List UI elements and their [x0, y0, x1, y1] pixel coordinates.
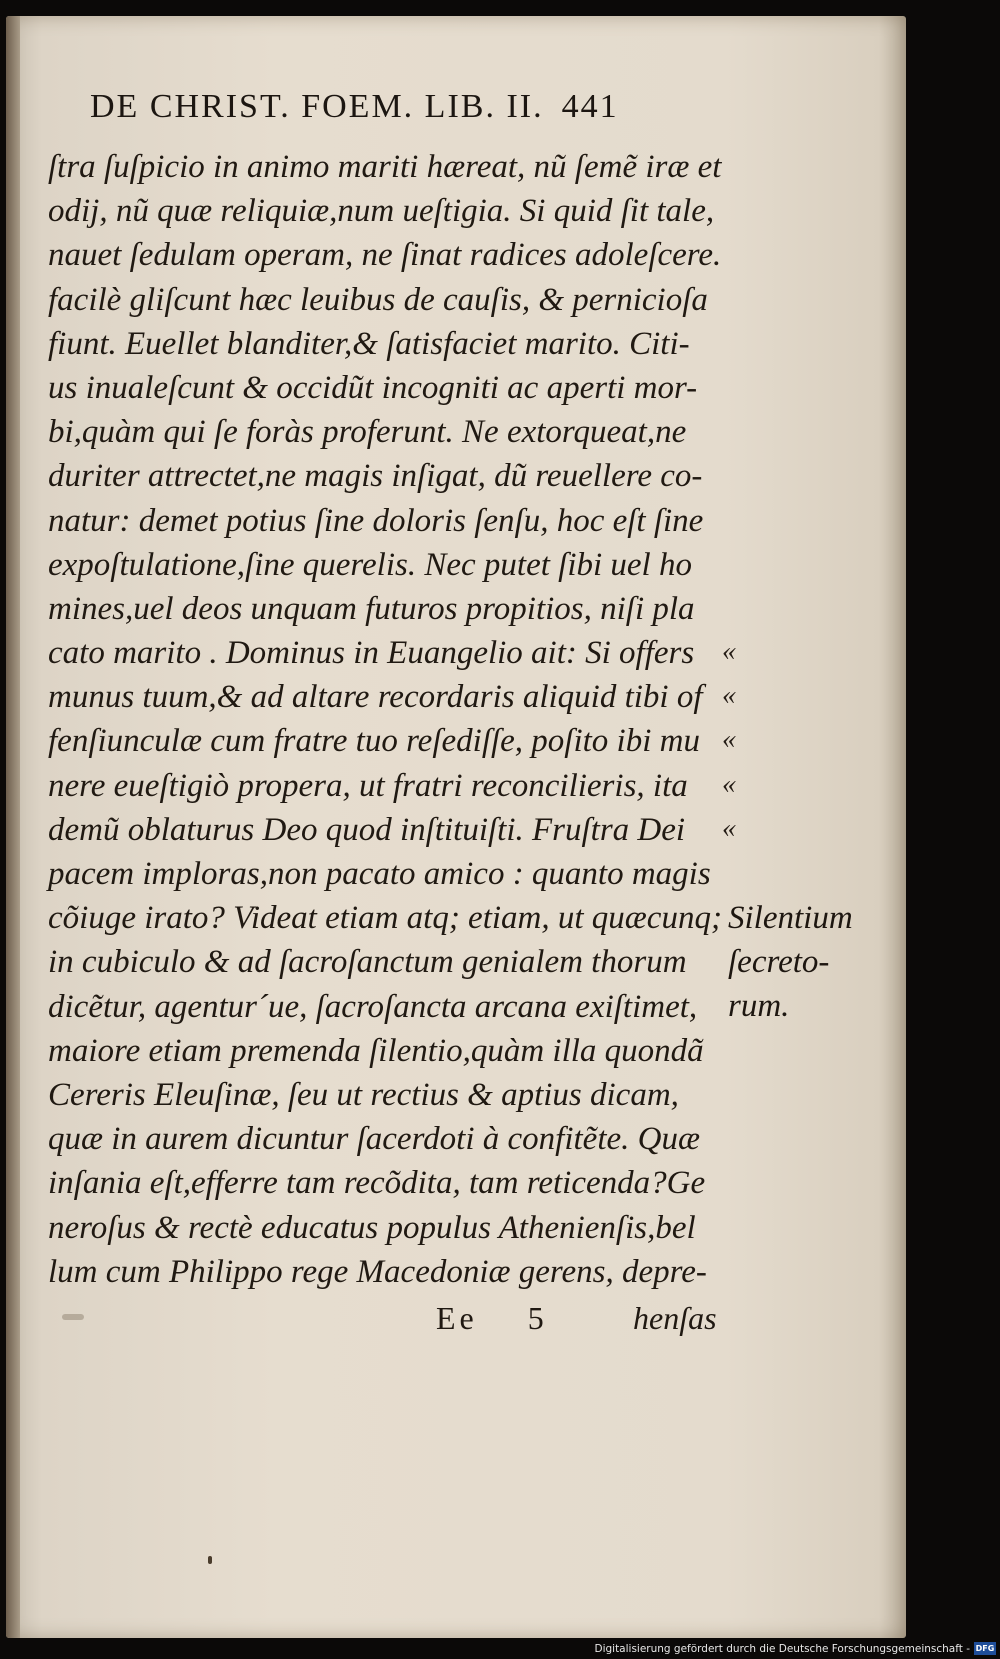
text-line: natur: demet potius ſine doloris ſenſu, hoc eſt ſine: [48, 502, 704, 539]
quote-mark: «: [722, 680, 736, 712]
text-line: bi,quàm qui ſe foràs proferunt. Ne extorqueat,ne: [48, 414, 687, 451]
text-line: cõiuge irato? Videat etiam atq; etiam, ut quæcunq;: [48, 900, 722, 937]
text-line: quæ in aurem dicuntur ſacerdoti à confitẽte. Quæ: [48, 1121, 700, 1158]
text-line: expoſtulatione,ſine querelis. Nec putet ſibi uel ho: [48, 546, 692, 583]
marginal-note-line: ſecreto-: [728, 944, 830, 981]
text-line: lum cum Philippo rege Macedoniæ gerens, depre-: [48, 1253, 707, 1290]
paper-speck: [208, 1556, 212, 1564]
main-text-block: [48, 145, 728, 1294]
text-line: nauet ſedulam operam, ne ſinat radices adoleſcere.: [48, 237, 722, 274]
quote-mark: «: [722, 636, 736, 667]
text-line: duriter attrectet,ne magis inſigat, dũ reuellere co-: [48, 458, 703, 495]
quote-mark: «: [722, 812, 736, 844]
catchword: henſas: [633, 1300, 717, 1336]
text-line: dicẽtur, agentur´ue, ſacroſancta arcana exiſtimet,: [48, 988, 698, 1025]
running-head: [90, 88, 730, 126]
text-line: fiunt. Euellet blanditer,& ſatisfaciet marito. Citi-: [48, 325, 690, 362]
text-line: pacem imploras,non pacato amico : quanto magis: [48, 856, 711, 892]
text-line: nere eueſtigiò propera, ut fratri reconcilieris, ita: [48, 767, 688, 804]
signature-mark: [436, 1300, 548, 1337]
text-line: cato marito . Dominus in Euangelio ait: Si offers: [48, 635, 695, 672]
text-line: mines,uel deos unquam futuros propitios, niſi pla: [48, 590, 695, 627]
page-gutter-edge: [6, 16, 20, 1638]
text-line: in cubiculo & ad ſacroſanctum genialem thorum: [48, 944, 687, 981]
ink-smudge: [62, 1314, 84, 1320]
folio-number: 441: [561, 88, 619, 125]
marginal-note: [728, 896, 868, 1029]
text-line: us inualeſcunt & occidũt incogniti ac aperti mor-: [48, 369, 698, 406]
text-line: fenſiunculæ cum fratre tuo reſediſſe, poſito ibi mu: [48, 723, 700, 760]
signature-number: 5: [527, 1300, 548, 1336]
text-line: Cereris Eleuſinæ, ſeu ut rectius & aptius dicam,: [48, 1076, 679, 1113]
text-line: neroſus & rectè educatus populus Athenienſis,bel: [48, 1209, 696, 1246]
text-line: maiore etiam premenda ſilentio,quàm illa quondã: [48, 1032, 704, 1069]
text-line: inſania eſt,efferre tam recõdita, tam reticenda?Ge: [48, 1165, 706, 1202]
quote-mark: «: [722, 768, 736, 800]
marginal-note-line: Silentium: [728, 900, 853, 936]
quotation-margin-marks: [722, 634, 746, 855]
text-line: facilè gliſcunt hæc leuibus de cauſis, & pernicioſa: [48, 281, 708, 318]
text-line: odij, nũ quæ reliquiæ,num ueſtigia. Si quid ſit tale,: [48, 193, 715, 230]
marginal-note-line: rum.: [728, 988, 790, 1025]
quote-mark: «: [722, 724, 736, 756]
dfg-logo-icon: DFG: [975, 1644, 995, 1653]
text-line: munus tuum,& ad altare recordaris aliquid tibi of: [48, 679, 703, 716]
digitization-credit: Digitalisierung gefördert durch die Deutsche Forschungsgemeinschaft -: [594, 1643, 970, 1655]
text-line: ſtra ſuſpicio in animo mariti hæreat, nũ ſemẽ iræ et: [48, 149, 722, 185]
running-head-title: DE CHRIST. FOEM. LIB. II.: [90, 88, 544, 125]
signature-letters: Ee: [436, 1300, 478, 1336]
text-line: demũ oblaturus Deo quod inſtituiſti. Fruſtra Dei: [48, 811, 686, 848]
